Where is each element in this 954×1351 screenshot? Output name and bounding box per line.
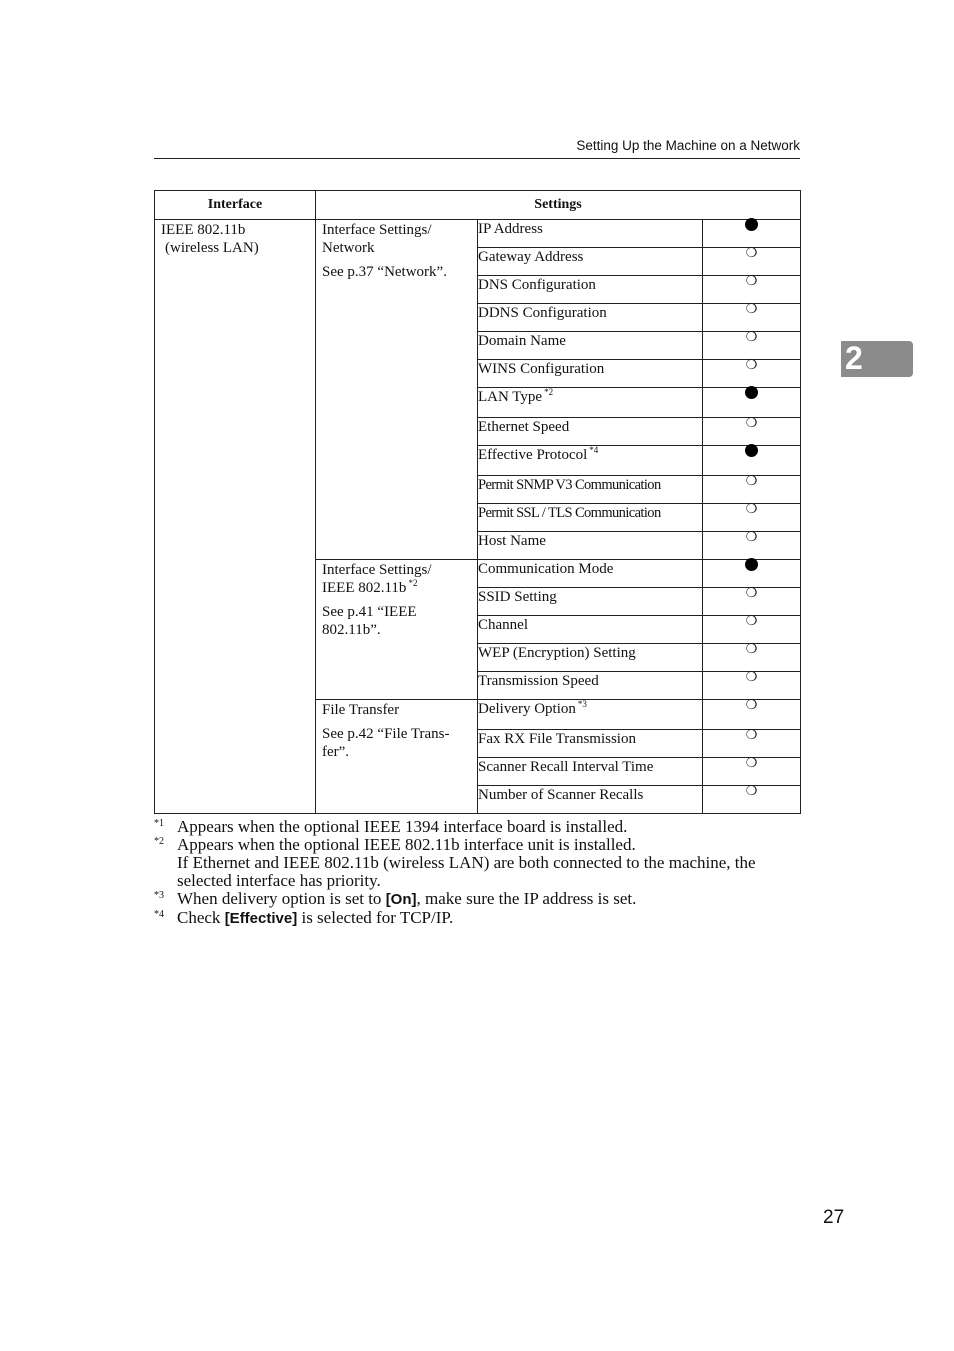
setting-name [478,504,703,532]
availability-cell [703,700,801,730]
settings-group-cell [316,220,478,560]
settings-header: Settings [316,191,801,220]
header-rule [154,158,800,159]
page-reference-line: 802.11b”. [322,622,381,638]
open-circle-icon: ❍ [745,530,758,545]
footnote-1 [154,818,804,836]
footnote-text: Check [177,908,225,927]
setting-label: Host Name [478,533,546,549]
availability-cell [703,588,801,616]
footnote-text: , make sure the IP address is set. [416,889,637,908]
availability-cell [703,532,801,560]
setting-label: WINS Configuration [478,361,605,377]
setting-label: Scanner Recall Interval Time [478,759,654,775]
setting-name [478,644,703,672]
key-label-on: [On] [385,891,417,908]
setting-name [478,248,703,276]
footnote-ref: *2 [408,578,418,588]
group-title-line2: IEEE 802.11b $^{*2}$ [322,578,418,596]
setting-label: Transmission Speed [478,673,599,689]
setting-name [478,332,703,360]
setting-label: Channel [478,617,528,633]
filled-circle-icon [745,386,758,399]
footnote-text: When delivery option is set to [177,889,386,908]
page-reference-line: See p.42 “File Trans- [322,726,450,742]
availability-cell [703,560,801,588]
interface-header: Interface [155,191,316,220]
availability-cell [703,476,801,504]
page-reference [322,263,471,281]
running-head: Setting Up the Machine on a Network [576,138,800,153]
group-title-line2: Network [322,240,375,256]
settings-group-cell [316,700,478,814]
footnote-text: Appears when the optional IEEE 1394 interface board is installed. [177,817,628,836]
chapter-number: 2 [845,340,863,376]
page-reference [322,725,471,761]
availability-cell [703,504,801,532]
setting-name [478,616,703,644]
footnotes [154,818,804,928]
availability-cell [703,644,801,672]
interface-cell [155,220,316,814]
setting-label: DNS Configuration [478,277,596,293]
availability-cell [703,672,801,700]
setting-label: LAN Type [478,389,543,405]
setting-name [478,588,703,616]
setting-label: Ethernet Speed [478,419,570,435]
group-title: File Transfer [322,702,400,718]
setting-name [478,418,703,446]
open-circle-icon: ❍ [745,274,758,289]
open-circle-icon: ❍ [745,246,758,261]
setting-label: Domain Name [478,333,566,349]
setting-name [478,388,703,418]
setting-name [478,700,703,730]
table-row [155,220,801,248]
open-circle-icon: ❍ [745,358,758,373]
availability-cell [703,220,801,248]
page-reference-line: See p.41 “IEEE [322,604,417,620]
footnote-3 [154,890,804,909]
setting-label: Delivery Option [478,701,576,717]
footnote-2 [154,836,804,890]
footnote-text: is selected for TCP/IP. [297,908,454,927]
open-circle-icon: ❍ [745,670,758,685]
setting-label: Permit SSL / TLS Communication [478,505,661,521]
setting-label: SSID Setting [478,589,557,605]
footnote-ref: *4 [589,445,599,455]
filled-circle-icon [745,558,758,571]
footnote-mark: *1 [154,818,164,829]
interface-name: IEEE 802.11b [161,222,246,238]
footnote-ref: *3 [577,699,587,709]
open-circle-icon: ❍ [745,474,758,489]
footnote-4 [154,909,804,928]
footnote-ref: *2 [544,387,554,397]
availability-cell [703,332,801,360]
footnote-mark: *4 [154,909,164,920]
setting-label: WEP (Encryption) Setting [478,645,636,661]
setting-label: Fax RX File Transmission [478,731,636,747]
page-reference-line: fer”. [322,744,350,760]
setting-name [478,446,703,476]
open-circle-icon: ❍ [745,614,758,629]
setting-name [478,560,703,588]
availability-cell [703,418,801,446]
availability-cell [703,276,801,304]
setting-name [478,476,703,504]
page-reference-line: See p.37 “Network”. [322,264,447,280]
open-circle-icon: ❍ [745,302,758,317]
open-circle-icon: ❍ [745,756,758,771]
open-circle-icon: ❍ [745,728,758,743]
setting-name [478,220,703,248]
setting-label: Effective Protocol [478,447,588,463]
chapter-tab [841,341,913,377]
footnote-text: Appears when the optional IEEE 802.11b interface unit is installed. [177,835,636,854]
filled-circle-icon [745,444,758,457]
setting-label: DDNS Configuration [478,305,607,321]
page-reference [322,603,471,639]
footnote-mark: *3 [154,890,164,901]
setting-name [478,304,703,332]
open-circle-icon: ❍ [745,502,758,517]
setting-label: Gateway Address [478,249,584,265]
availability-cell [703,730,801,758]
availability-cell [703,248,801,276]
interface-type: (wireless LAN) [165,240,259,256]
group-title: Interface Settings/ [322,222,432,238]
availability-cell [703,758,801,786]
footnote-mark: *2 [154,836,164,847]
filled-circle-icon [745,218,758,231]
setting-name [478,672,703,700]
availability-cell [703,304,801,332]
availability-cell [703,360,801,388]
availability-cell [703,786,801,814]
availability-cell [703,446,801,476]
setting-name [478,532,703,560]
footnote-text-continued: If Ethernet and IEEE 802.11b (wireless LAN) are both connected to the machine, the selected interface has priority. [177,853,756,890]
setting-name [478,360,703,388]
interface-settings-table [154,190,801,814]
setting-label: Communication Mode [478,561,614,577]
setting-name [478,730,703,758]
group-title: Interface Settings/ [322,562,432,578]
open-circle-icon: ❍ [745,330,758,345]
open-circle-icon: ❍ [745,586,758,601]
setting-label: Number of Scanner Recalls [478,787,644,803]
table-header-row [155,191,801,220]
open-circle-icon: ❍ [745,784,758,799]
setting-name [478,758,703,786]
open-circle-icon: ❍ [745,698,758,713]
page-number: 27 [823,1207,845,1228]
open-circle-icon: ❍ [745,416,758,431]
availability-cell [703,388,801,418]
setting-label: IP Address [478,221,543,237]
setting-name [478,276,703,304]
key-label-effective: [Effective] [224,910,298,927]
availability-cell [703,616,801,644]
open-circle-icon: ❍ [745,642,758,657]
settings-group-cell [316,560,478,700]
setting-label: Permit SNMP V3 Communication [478,477,661,493]
setting-name [478,786,703,814]
